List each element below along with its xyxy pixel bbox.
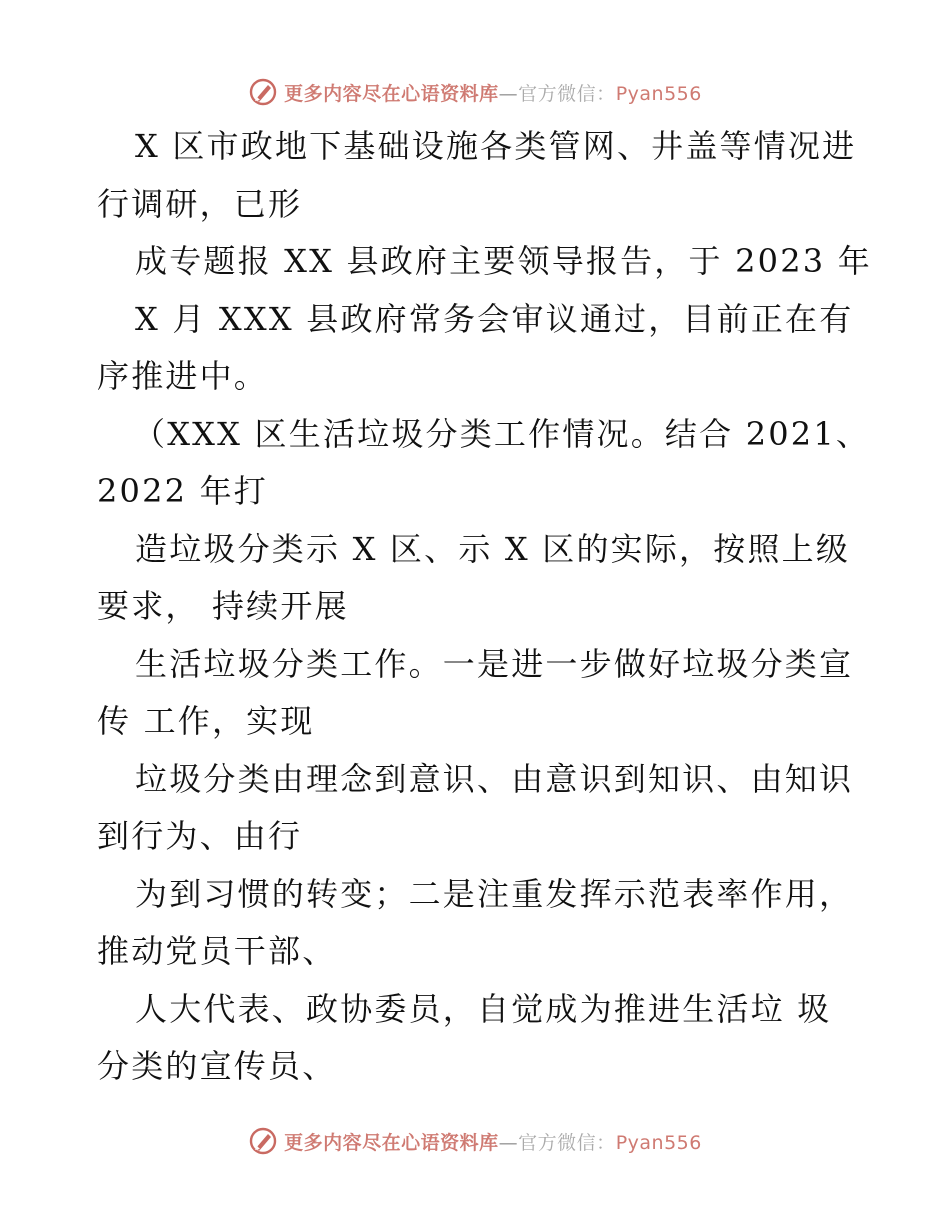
text-line: 要求， 持续开展 — [97, 587, 349, 625]
text-line: 成专题报 XX 县政府主要领导报告，于 2023 年 — [135, 242, 872, 280]
text-line: 序推进中。 — [97, 357, 269, 395]
watermark-text: 更多内容尽在心语资料库—官方微信：Pyan556 — [284, 82, 702, 105]
text-line: （XXX 区生活垃圾分类工作情况。结合 2021、 — [133, 414, 871, 453]
text-line: 行调研，已形 — [97, 184, 303, 223]
footer-watermark — [0, 1121, 950, 1161]
text-line: 传 工作，实现 — [97, 702, 315, 740]
header-watermark — [0, 72, 950, 112]
text-line: 分类的宣传员、 — [97, 1047, 337, 1085]
text-line: 垃圾分类由理念到意识、由意识到知识、由知识 — [135, 759, 854, 798]
document-body — [97, 118, 872, 1096]
text-line: 人大代表、政协委员，自觉成为推进生活垃 圾 — [135, 989, 832, 1028]
text-line: X 区市政地下基础设施各类管网、井盖等情况进 — [135, 127, 857, 165]
pen-logo-icon — [248, 77, 278, 107]
text-line: 到行为、由行 — [97, 817, 303, 855]
text-line: 为到习惯的转变；二是注重发挥示范表率作用， — [135, 874, 854, 913]
text-line: 2022 年打 — [97, 472, 269, 510]
text-line: 生活垃圾分类工作。一是进一步做好垃圾分类宣 — [135, 644, 854, 683]
text-line: 造垃圾分类示 X 区、示 X 区的实际，按照上级 — [135, 529, 851, 568]
pen-logo-icon — [248, 1126, 278, 1156]
text-line: 推动党员干部、 — [97, 932, 337, 970]
text-line: X 月 XXX 县政府常务会审议通过，目前正在有 — [135, 299, 854, 338]
watermark-text: 更多内容尽在心语资料库—官方微信：Pyan556 — [284, 1131, 702, 1154]
